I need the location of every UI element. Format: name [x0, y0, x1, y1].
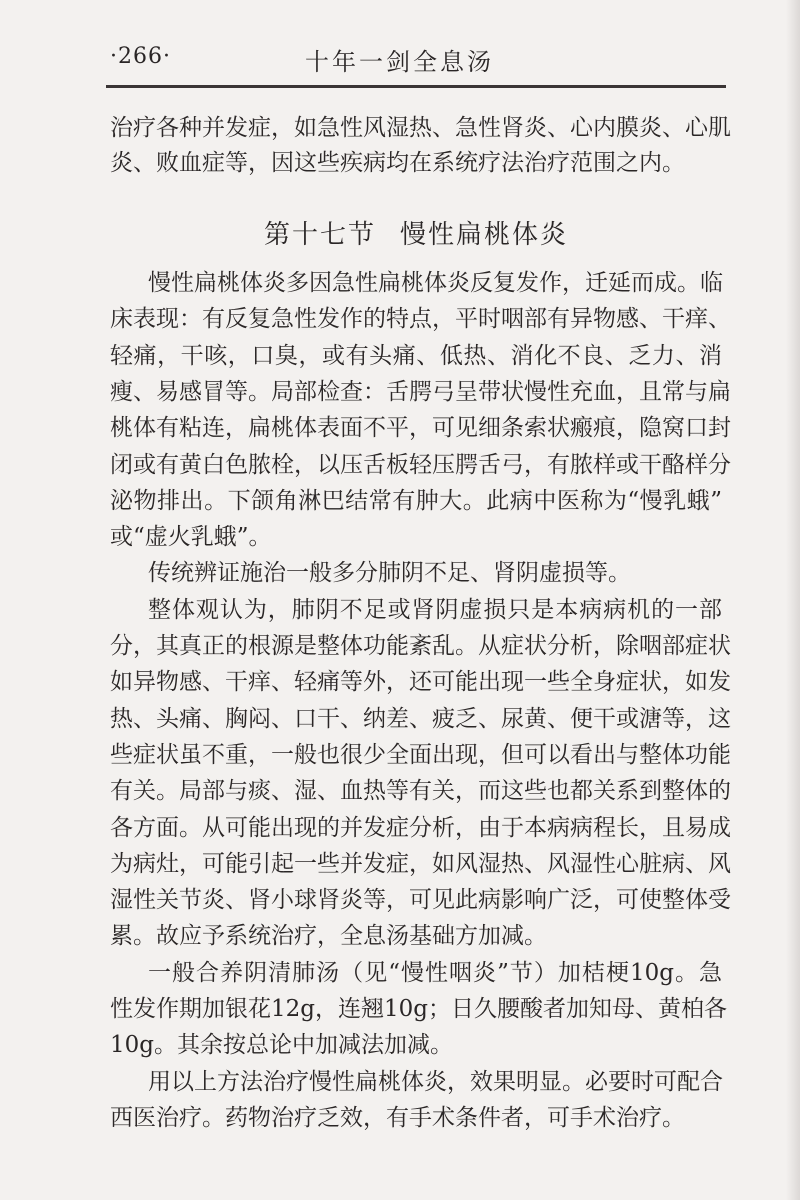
- text-line: 一般合养阴清肺汤（见“慢性咽炎”节）加桔梗10g。急: [148, 959, 722, 986]
- text-line: 瘦、易感冒等。局部检查：舌腭弓呈带状慢性充血，且常与扁: [110, 378, 731, 405]
- text-line: 治疗各种并发症，如急性风湿热、急性肾炎、心内膜炎、心肌: [110, 115, 731, 141]
- text-line: 热、头痛、胸闷、口干、纳差、疲乏、尿黄、便干或溏等，这: [110, 705, 731, 732]
- text-line: 闭或有黄白色脓栓，以压舌板轻压腭舌弓，有脓样或干酪样分: [110, 451, 731, 478]
- text-line: 轻痛，干咳，口臭，或有头痛、低热、消化不良、乏力、消: [110, 342, 722, 369]
- text-line: 西医治疗。药物治疗乏效，有手术条件者，可手术治疗。: [110, 1104, 685, 1131]
- text-line: 如异物感、干痒、轻痛等外，还可能出现一些全身症状，如发: [110, 669, 731, 696]
- text-line: 炎、败血症等，因这些疾病均在系统疗法治疗范围之内。: [110, 150, 685, 176]
- text-line: 10g。其余按总论中加减法加减。: [110, 1032, 453, 1059]
- text-line: 用以上方法治疗慢性扁桃体炎，效果明显。必要时可配合: [148, 1068, 723, 1095]
- running-title: 十年一剑全息汤: [305, 48, 494, 76]
- text-line: 泌物排出。下颌角淋巴结常有肿大。此病中医称为“慢乳蛾”: [110, 487, 722, 514]
- section-title: 慢性扁桃体炎: [400, 220, 569, 250]
- text-line: 分，其真正的根源是整体功能紊乱。从症状分析，除咽部症状: [110, 633, 731, 659]
- text-line: 湿性关节炎、肾小球肾炎等，可见此病影响广泛，可使整体受: [110, 887, 731, 914]
- page-edge-shadow: [786, 0, 800, 1200]
- section-heading: [110, 214, 722, 251]
- page-number: ·266·: [110, 44, 171, 69]
- text-line: 各方面。从可能出现的并发症分析，由于本病病程长，且易成: [110, 814, 731, 841]
- text-line: 传统辨证施治一般多分肺阴不足、肾阴虚损等。: [148, 560, 631, 587]
- text-line: 些症状虽不重，一般也很少全面出现，但可以看出与整体功能: [110, 741, 731, 768]
- text-line: 为病灶，可能引起一些并发症，如风湿热、风湿性心脏病、风: [110, 850, 731, 877]
- text-line: 累。故应予系统治疗，全息汤基础方加减。: [110, 923, 547, 950]
- text-line: 床表现：有反复急性发作的特点，平时咽部有异物感、干痒、: [110, 306, 731, 333]
- text-line: 性发作期加银花12g，连翘10g；日久腰酸者加知母、黄柏各: [110, 996, 727, 1022]
- section-number: 第十七节: [263, 220, 376, 250]
- text-line: 有关。局部与痰、湿、血热等有关，而这些也都关系到整体的: [110, 778, 731, 805]
- text-line: 慢性扁桃体炎多因急性扁桃体炎反复发作，迁延而成。临: [148, 270, 723, 296]
- text-line: 桃体有粘连，扁桃体表面不平，可见细条索状瘢痕，隐窝口封: [110, 415, 731, 442]
- text-line: 或“虚火乳蛾”。: [110, 524, 272, 551]
- header-rule: [106, 85, 726, 88]
- page-header: [110, 38, 725, 78]
- text-line: 整体观认为，肺阴不足或肾阴虚损只是本病病机的一部: [148, 596, 722, 623]
